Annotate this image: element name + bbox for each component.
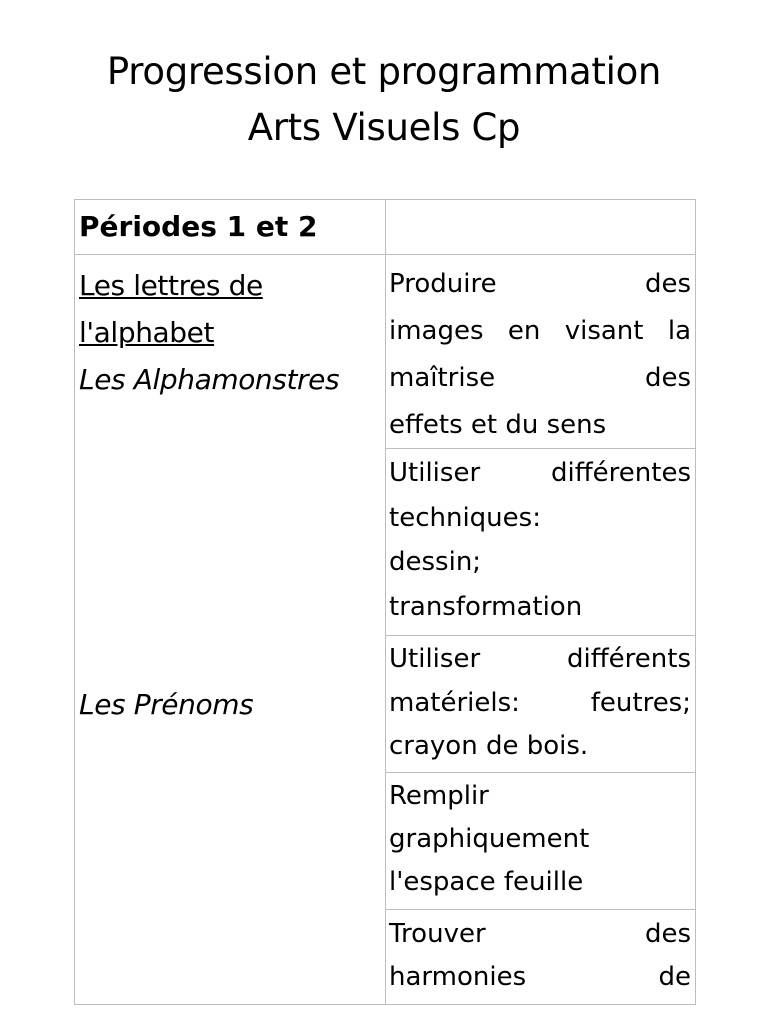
objective-3-line-2: matériels: feutres;: [389, 687, 691, 718]
objective-cell-4: [386, 773, 696, 910]
page-title: [0, 44, 768, 156]
subtopic-alphamonstres: Les Alphamonstres: [79, 363, 340, 396]
objective-2-line-3: dessin;: [389, 547, 482, 577]
objective-4-line-2: graphiquement: [389, 824, 590, 854]
objective-cell-3: [386, 636, 696, 773]
header-cell-empty: [386, 200, 696, 255]
objective-1-line-4: effets et du sens: [389, 410, 607, 440]
objective-text-4: [389, 775, 691, 904]
header-cell-periods: [75, 200, 386, 255]
objective-text-1: [389, 261, 691, 449]
objective-cell-5: [386, 910, 696, 1005]
objective-5-line-2: harmonies de: [389, 962, 691, 992]
objective-3-line-3: crayon de bois.: [389, 731, 589, 761]
objective-cell-2: [386, 449, 696, 636]
topic-prenoms: [79, 681, 253, 728]
objective-1-line-1: Produire des: [389, 269, 691, 299]
objective-3-line-1: Utiliser différents: [389, 644, 691, 674]
topics-cell: [75, 255, 386, 1005]
objective-2-line-2: techniques:: [389, 502, 541, 533]
periods-heading: Périodes 1 et 2: [79, 210, 318, 243]
objective-4-line-1: Remplir: [389, 781, 489, 811]
objective-text-5: [389, 913, 691, 999]
objective-2-line-1: Utiliser différentes: [389, 458, 691, 488]
topic-letters: [79, 262, 339, 403]
objective-5-line-1: Trouver des: [389, 919, 691, 949]
title-line-2: Arts Visuels Cp: [247, 106, 521, 149]
title-line-1: Progression et programmation: [106, 50, 662, 93]
objective-text-2: [389, 451, 691, 629]
subtopic-prenoms: Les Prénoms: [79, 688, 254, 721]
objective-cell-1: [386, 255, 696, 449]
objective-4-line-3: l'espace feuille: [389, 867, 584, 897]
topic-line-1: Les lettres de: [79, 269, 263, 302]
objective-1-line-2: images en visant la: [389, 316, 691, 346]
progression-table: [74, 199, 696, 1005]
objective-1-line-3: maîtrise des: [389, 363, 691, 393]
topic-line-2: l'alphabet: [79, 316, 215, 349]
objective-text-3: [389, 638, 691, 769]
objective-2-line-4: transformation: [389, 591, 583, 622]
